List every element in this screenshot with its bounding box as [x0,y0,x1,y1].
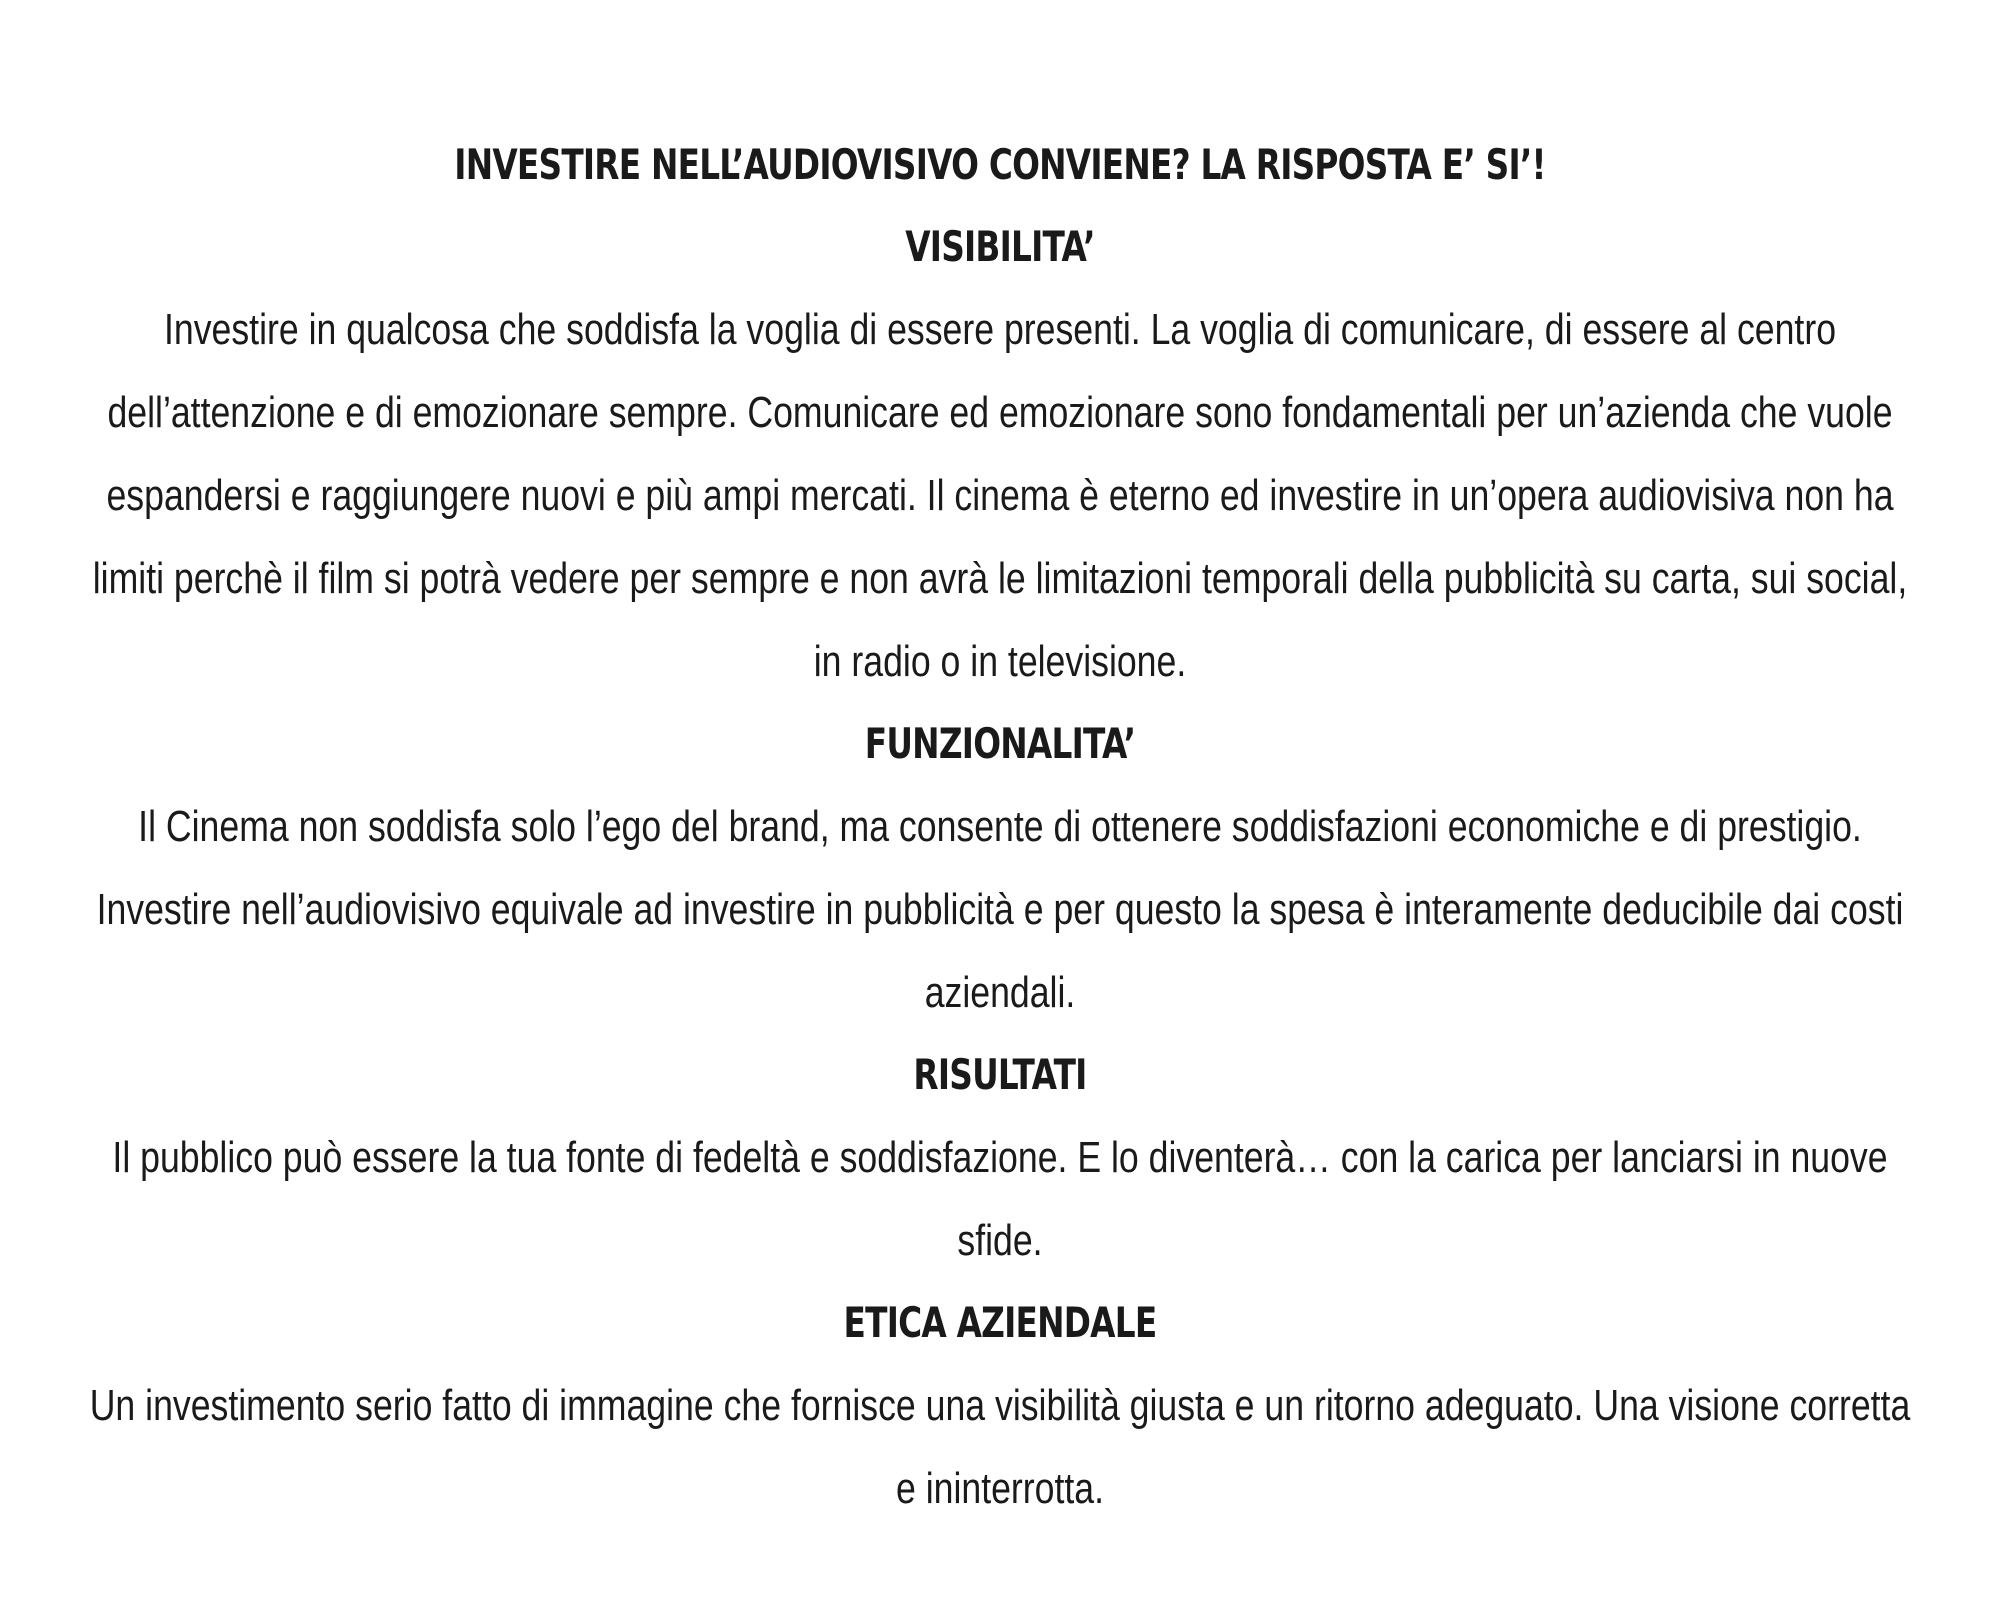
section-body: Un investimento serio fatto di immagine che fornisce una visibilità giusta e un ritorno adeguato. Una visione corretta e ininterrotta. [89,1381,1911,1513]
section-funzionalita [90,703,1910,1034]
section-risultati [90,1034,1910,1282]
section-etica-aziendale [90,1282,1910,1530]
section-visibilita [90,206,1910,703]
section-body: Il pubblico può essere la tua fonte di fedeltà e soddisfazione. E lo diventerà… con la carica per lanciarsi in nuove sfide. [112,1133,1888,1265]
section-body: Investire in qualcosa che soddisfa la voglia di essere presenti. La voglia di comunicare, di essere al centro dell’attenzione e di emozionare sempre. Comunicare ed emozionare sono fondamentali per un’azienda che vuole espandersi e raggiungere nuovi e più ampi mercati. Il cinema è eterno ed investire in un’opera audiovisiva non ha limiti perchè il film si potrà vedere per sempre e non avrà le limitazioni temporali della pubblicità su carta, sui social, in radio o in televisione. [92,305,1908,686]
section-heading: VISIBILITA’ [905,222,1095,271]
section-body: Il Cinema non soddisfa solo l’ego del brand, ma consente di ottenere soddisfazioni economiche e di prestigio. Investire nell’audiovisivo equivale ad investire in pubblicità e per questo la spesa è interamente deducibile dai costi aziendali. [96,802,1904,1017]
document-title: INVESTIRE NELL’AUDIOVISIVO CONVIENE? LA RISPOSTA E’ SI’! [454,140,1546,189]
section-heading: ETICA AZIENDALE [843,1298,1157,1347]
section-heading: FUNZIONALITA’ [864,719,1136,768]
section-heading: RISULTATI [913,1050,1087,1099]
